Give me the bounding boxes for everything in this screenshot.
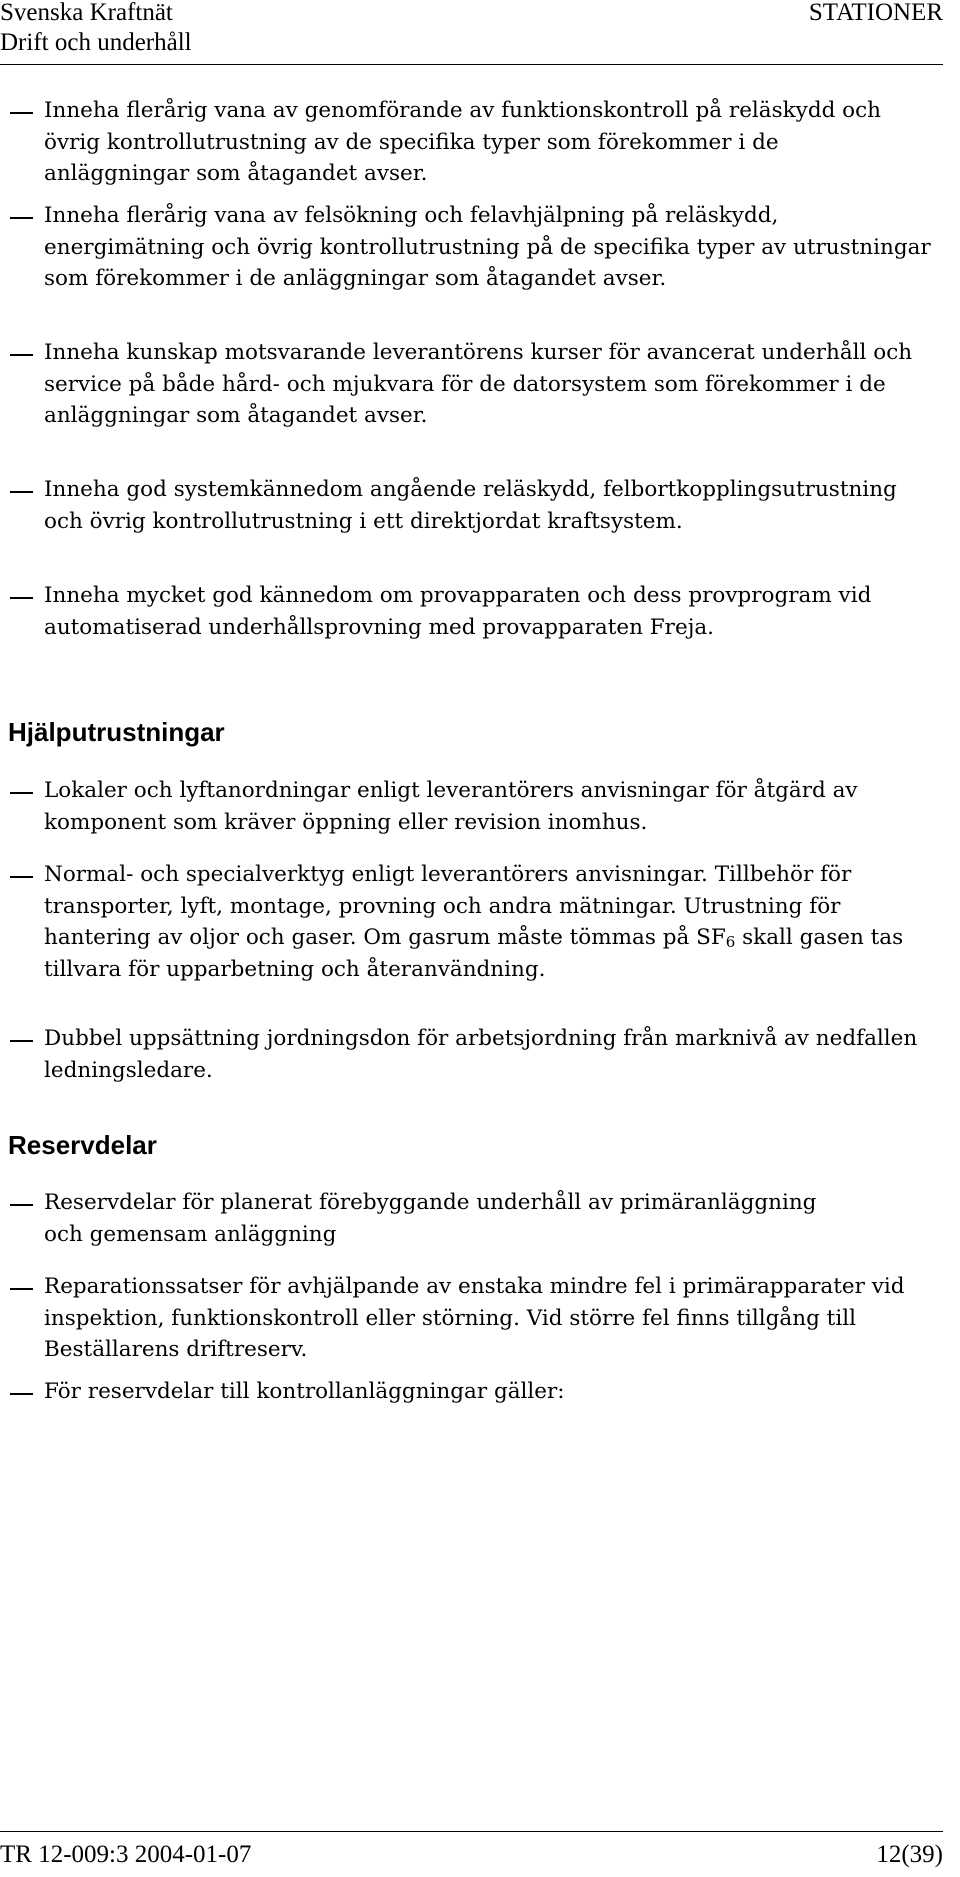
section-heading-aids: Hjälputrustningar bbox=[8, 717, 225, 747]
competence-list bbox=[0, 95, 943, 190]
document-id: TR 12-009:3 2004-01-07 bbox=[0, 1841, 252, 1868]
dash-bullet bbox=[10, 876, 33, 878]
dash-bullet bbox=[10, 491, 33, 493]
list-item: Normal- och specialverktyg enligt leverantörers anvisningar. Tillbehör för transporter, lyft, montage, provning och andra mätningar. Utrustning för hantering av oljor och gaser. Om gasrum måste tömmas på $SF_6$ skall gasen tas tillvara för upparbetning och återanvändning. bbox=[0, 859, 924, 985]
dash-bullet bbox=[10, 1288, 33, 1290]
list-item: För reservdelar till kontrollanläggningar gäller: bbox=[0, 1376, 943, 1408]
dash-bullet bbox=[10, 1040, 33, 1042]
dash-bullet bbox=[10, 112, 33, 114]
dash-bullet bbox=[10, 792, 33, 794]
page-number: 12(39) bbox=[876, 1841, 943, 1868]
header-subtitle: Drift och underhåll bbox=[0, 29, 192, 56]
list-item: Inneha flerårig vana av felsökning och felavhjälpning på reläskydd, energimätning och övrig kontrollutrustning på de specifika typer av utrustningar som förekommer i de anläggningar som åtagandet avser. bbox=[0, 200, 943, 295]
list-item: Inneha kunskap motsvarande leverantörens kurser för avancerat underhåll och service på både hård- och mjukvara för de datorsystem som förekommer i de anläggningar som åtagandet avser. bbox=[0, 337, 943, 432]
header-rule bbox=[0, 64, 943, 65]
list-item: Inneha flerårig vana av genomförande av funktionskontroll på reläskydd och övrig kontrollutrustning av de specifika typer som förekommer i de anläggningar som åtagandet avser. bbox=[0, 95, 914, 190]
list-item: Reservdelar för planerat förebyggande underhåll av primäranläggning och gemensam anläggning bbox=[0, 1187, 844, 1250]
header-section: STATIONER bbox=[808, 0, 943, 26]
list-item: Lokaler och lyftanordningar enligt leverantörers anvisningar för åtgärd av komponent som kräver öppning eller revision inomhus. bbox=[0, 775, 943, 838]
list-item: Reparationssatser för avhjälpande av enstaka mindre fel i primärapparater vid inspektion, funktionskontroll eller störning. Vid större fel finns tillgång till Beställarens driftreserv. bbox=[0, 1271, 924, 1366]
dash-bullet bbox=[10, 597, 33, 599]
subscript: 6 bbox=[725, 933, 736, 951]
list-item: Dubbel uppsättning jordningsdon för arbetsjordning från marknivå av nedfallen ledningsledare. bbox=[0, 1023, 943, 1086]
dash-bullet bbox=[10, 1393, 33, 1395]
header-left bbox=[0, 0, 192, 58]
dash-bullet bbox=[10, 354, 33, 356]
list-item: Inneha god systemkännedom angående reläskydd, felbortkopplingsutrustning och övrig kontrollutrustning i ett direktjordat kraftsystem. bbox=[0, 474, 924, 537]
dash-bullet bbox=[10, 1204, 33, 1206]
header-org: Svenska Kraftnät bbox=[0, 0, 173, 26]
section-heading-spares: Reservdelar bbox=[8, 1130, 157, 1160]
list-item: Inneha mycket god kännedom om provapparaten och dess provprogram vid automatiserad underhållsprovning med provapparaten Freja. bbox=[0, 580, 904, 643]
footer-rule bbox=[0, 1831, 943, 1832]
dash-bullet bbox=[10, 217, 33, 219]
